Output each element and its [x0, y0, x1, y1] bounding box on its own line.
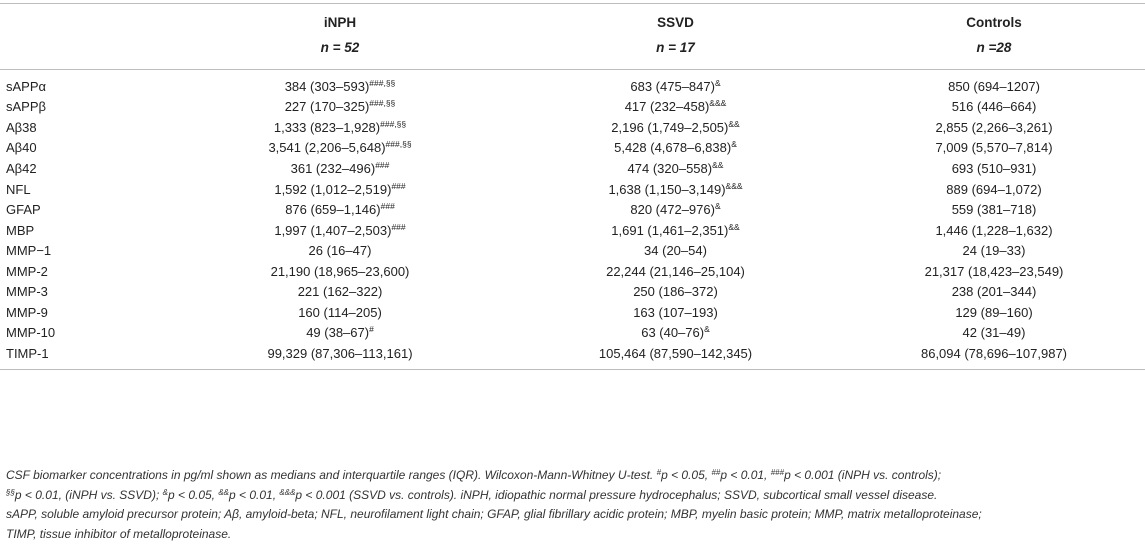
ssvd-value: 474 (320–558)&&: [627, 159, 724, 176]
table-row: [0, 240, 1145, 261]
ssvd-value: 163 (107–193): [633, 304, 718, 320]
ssvd-value: 1,638 (1,150–3,149)&&&: [608, 180, 743, 197]
significance-marker: ###,§§: [385, 139, 412, 150]
ssvd-value: 820 (472–976)&: [630, 201, 721, 218]
ssvd-value: 105,464 (87,590–142,345): [508, 343, 843, 369]
table-row: [0, 220, 1145, 241]
table-row: [0, 323, 1145, 344]
significance-marker: &: [714, 201, 721, 212]
ssvd-value: 63 (40–76)&: [641, 324, 710, 341]
table-row: [0, 179, 1145, 200]
inph-value: 1,997 (1,407–2,503)###: [274, 221, 406, 238]
table-row: [0, 281, 1145, 302]
ssvd-value: 2,196 (1,749–2,505)&&: [611, 118, 740, 135]
row-label: Aβ38: [6, 119, 37, 135]
inph-value: 3,541 (2,206–5,648)###,§§: [268, 139, 412, 156]
controls-value: 516 (446–664): [951, 99, 1037, 115]
ssvd-value: 22,244 (21,146–25,104): [606, 263, 745, 279]
table-row: [0, 343, 1145, 369]
significance-marker: #: [369, 324, 374, 335]
inph-value: 227 (170–325)###,§§: [284, 98, 396, 115]
row-label: MMP-3: [6, 284, 48, 300]
ssvd-value: 683 (475–847)&: [630, 77, 721, 94]
inph-value: 26 (16–47): [308, 243, 372, 259]
row-label: MBP: [6, 222, 35, 238]
significance-marker: ###: [380, 201, 395, 212]
table-row: [0, 138, 1145, 159]
count-ssvd: n = 17: [508, 40, 843, 70]
controls-value: 7,009 (5,570–7,814): [935, 140, 1053, 156]
inph-value: 160 (114–205): [298, 304, 382, 320]
header-ssvd: SSVD: [508, 4, 843, 41]
ssvd-value: 1,691 (1,461–2,351)&&: [611, 221, 740, 238]
table-row: [0, 261, 1145, 282]
significance-marker: ###,§§: [369, 77, 396, 88]
significance-marker: ###: [375, 159, 390, 170]
count-inph: n = 52: [172, 40, 508, 70]
inph-value: 384 (303–593)###,§§: [284, 77, 396, 94]
table-row: [0, 302, 1145, 323]
ssvd-value: 34 (20–54): [644, 243, 707, 259]
header-empty: [0, 40, 172, 70]
biomarker-table: [0, 3, 1145, 370]
inph-value: 21,190 (18,965–23,600): [270, 263, 410, 279]
inph-value: 876 (659–1,146)###: [285, 201, 395, 218]
footnote-line-1: CSF biomarker concentrations in pg/ml shown as medians and interquartile ranges (IQR). Wilcoxon-Mann-Whitney U-test. #p < 0.05, ##p < 0.01, ###p < 0.001 (iNPH vs. controls);: [6, 468, 942, 482]
header-row-counts: [0, 40, 1145, 70]
significance-marker: &&: [712, 159, 724, 170]
header-empty: [0, 4, 172, 41]
row-label: MMP-2: [6, 263, 48, 279]
significance-marker: &: [704, 324, 710, 335]
footnote-line-4: TIMP, tissue inhibitor of metalloproteinase.: [6, 526, 232, 541]
controls-value: 693 (510–931): [951, 160, 1037, 176]
row-label: sAPPα: [6, 78, 47, 94]
inph-value: 1,592 (1,012–2,519)###: [274, 180, 406, 197]
controls-value: 129 (89–160): [955, 304, 1033, 320]
footnote-line-3: sAPP, soluble amyloid precursor protein; Aβ, amyloid-beta; NFL, neurofilament light chain; GFAP, glial fibrillary acidic protein; MBP, myelin basic protein; MMP, matrix metalloproteinase;: [6, 507, 982, 521]
table-row: [0, 117, 1145, 138]
significance-marker: &: [714, 77, 721, 88]
significance-marker: ###,§§: [369, 98, 396, 109]
controls-value: 21,317 (18,423–23,549): [924, 263, 1064, 279]
inph-value: 1,333 (823–1,928)###,§§: [273, 118, 407, 135]
significance-marker: ###: [391, 221, 406, 232]
significance-marker: &&&: [709, 98, 727, 109]
ssvd-value: 417 (232–458)&&&: [624, 98, 727, 115]
row-label: Aβ40: [6, 140, 37, 156]
significance-marker: &&&: [725, 180, 743, 191]
row-label: sAPPβ: [6, 99, 46, 115]
table-row: [0, 97, 1145, 118]
significance-marker: &: [731, 139, 737, 150]
row-label: MMP-9: [6, 304, 48, 320]
controls-value: 1,446 (1,228–1,632): [935, 222, 1053, 238]
controls-value: 889 (694–1,072): [946, 181, 1042, 197]
significance-marker: ###: [391, 180, 406, 191]
header-controls: Controls: [843, 4, 1145, 41]
table-row: [0, 199, 1145, 220]
inph-value: 99,329 (87,306–113,161): [172, 343, 508, 369]
controls-value: 238 (201–344): [951, 284, 1037, 300]
significance-marker: &&: [728, 118, 740, 129]
header-inph: iNPH: [172, 4, 508, 41]
row-label: GFAP: [6, 202, 41, 218]
ssvd-value: 5,428 (4,678–6,838)&: [614, 139, 737, 156]
inph-value: 361 (232–496)###: [290, 159, 390, 176]
inph-value: 49 (38–67)#: [306, 324, 374, 341]
significance-marker: ###,§§: [380, 118, 407, 129]
controls-value: 42 (31–49): [962, 325, 1026, 341]
row-label: MMP−1: [6, 243, 52, 259]
ssvd-value: 250 (186–372): [633, 284, 718, 300]
footnote-line-2: §§p < 0.01, (iNPH vs. SSVD); &p < 0.05, &&p < 0.01, &&&p < 0.001 (SSVD vs. controls). iNPH, idiopathic normal pressure hydrocephalus; SSVD, subcortical small vessel disease.: [6, 487, 938, 502]
count-controls: n =28: [843, 40, 1145, 70]
row-label: MMP-10: [6, 325, 56, 341]
row-label: NFL: [6, 181, 31, 197]
row-label: TIMP-1: [0, 343, 172, 369]
table-footnote: [6, 466, 1141, 544]
controls-value: 2,855 (2,266–3,261): [935, 119, 1053, 135]
controls-value: 850 (694–1207): [948, 78, 1040, 94]
controls-value: 24 (19–33): [962, 243, 1026, 259]
table-row: [0, 158, 1145, 179]
row-label: Aβ42: [6, 160, 37, 176]
header-row-groups: [0, 4, 1145, 41]
significance-marker: &&: [728, 221, 740, 232]
controls-value: 559 (381–718): [951, 202, 1037, 218]
table-row: [0, 70, 1145, 97]
inph-value: 221 (162–322): [297, 284, 383, 300]
controls-value: 86,094 (78,696–107,987): [843, 343, 1145, 369]
